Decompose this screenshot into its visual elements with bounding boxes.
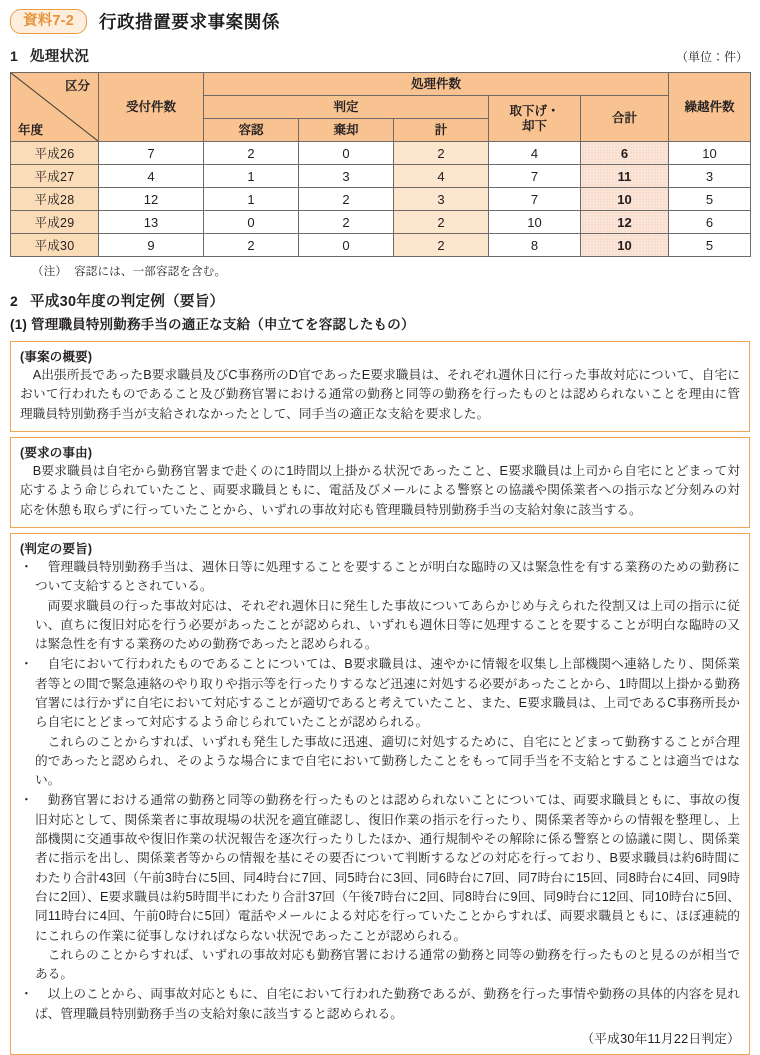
cell-kurikoshi: 3 (669, 165, 751, 188)
table-header-row-1 (11, 73, 751, 96)
cell-uketsuke: 7 (99, 142, 204, 165)
header-kikyaku: 棄却 (299, 119, 394, 142)
row-year: 平成29 (11, 211, 99, 234)
bullet-dot-icon: ・ (20, 987, 33, 1002)
header-torisage-line2: 却下 (521, 118, 547, 133)
list-item (20, 985, 740, 1024)
header-younin: 容認 (204, 119, 299, 142)
bullet-body (35, 791, 740, 984)
section-1-heading (0, 45, 760, 66)
footnote-mark: （注） (32, 266, 68, 279)
cell-younin: 2 (204, 234, 299, 257)
cell-younin: 1 (204, 188, 299, 211)
row-year: 平成28 (11, 188, 99, 211)
bullet-dot-icon: ・ (20, 793, 33, 808)
section-2-number: 2 (10, 293, 18, 310)
bullet-paragraph: 勤務官署における通常の勤務と同等の勤務を行ったものとは認められないことについては、両要求職員ともに、事故の復旧対応として、関係業者に事故現場の状況を適宜確認し、復旧作業の指示を行ったり、関係業者等からの情報を整理し、上部機関に交通事故や復旧作業の状況報告を逐次行ったりしたほか、通行規制やその解除に係る警察との協議に関し、関係業者に指示を出し、関係業者等からの情報を基にその要否について判断するなどの対応を行っており、B要求職員は約6時間にわたり合計43回（午前3時台に5回、同4時台に7回、同5時台に3回、同6時台に7回、同7時台に15回、同8時台に4回、同9時台に2回）、E要求職員は約5時間半にわたり合計37回（午後7時台に2回、同8時台に9回、同9時台に12回、同10時台に5回、同11時台に4回、午前0時台に5回）電話やメールによる対応を行っていたことからすれば、両要求職員ともに、ほぼ連続的にこれらの作業に従事しなければならない状況であったことが認められる。 (35, 793, 740, 943)
header-torisage (489, 96, 581, 142)
section-2-subsection: (1) 管理職員特別勤務手当の適正な支給（申立てを容認したもの） (10, 317, 415, 333)
section-2-title: 平成30年度の判定例（要旨） (30, 294, 225, 311)
corner-row-label: 年度 (18, 123, 44, 138)
processing-status-table (10, 72, 751, 257)
box-judgment-summary (10, 533, 750, 1055)
cell-younin: 1 (204, 165, 299, 188)
cell-torisage: 4 (489, 142, 581, 165)
table-row (11, 165, 751, 188)
cell-kikyaku: 0 (299, 234, 394, 257)
box-case-summary-title: (事案の概要) (20, 350, 93, 365)
row-year: 平成30 (11, 234, 99, 257)
header-shori: 処理件数 (204, 73, 669, 96)
document-badge: 資料7-2 (10, 9, 87, 34)
cell-goukei: 10 (581, 188, 669, 211)
section-2-heading (0, 290, 760, 311)
cell-goukei: 6 (581, 142, 669, 165)
header-kurikoshi: 繰越件数 (669, 73, 751, 142)
table-row (11, 234, 751, 257)
cell-younin: 0 (204, 211, 299, 234)
bullet-body (35, 655, 740, 790)
judgment-date: （平成30年11月22日判定） (581, 1032, 740, 1047)
corner-column-label: 区分 (64, 79, 90, 94)
bullet-dot-icon: ・ (20, 657, 33, 672)
list-item (20, 558, 740, 654)
document-title: 行政措置要求事案関係 (98, 12, 280, 33)
cell-torisage: 7 (489, 165, 581, 188)
footnote-text: 容認には、一部容認を含む。 (74, 266, 227, 279)
cell-uketsuke: 13 (99, 211, 204, 234)
table-row (11, 142, 751, 165)
cell-younin: 2 (204, 142, 299, 165)
cell-uketsuke: 4 (99, 165, 204, 188)
cell-goukei: 11 (581, 165, 669, 188)
list-item (20, 791, 740, 984)
table-row (11, 188, 751, 211)
table-corner-cell (11, 73, 99, 142)
cell-kikyaku: 2 (299, 211, 394, 234)
box-request-reason-body: B要求職員は自宅から勤務官署まで赴くのに1時間以上掛かる状況であったこと、E要求職員は上司から自宅にとどまって対応するよう命じられていたこと、両要求職員ともに、電話及びメールによる警察との協議や関係業者への指示など分刻みの対応を休憩も取らずに行っていたことから、いずれの事故対応も管理職員特別勤務手当の支給対象に該当する。 (20, 464, 740, 517)
box-case-summary-body: A出張所長であったB要求職員及びC事務所のD官であったE要求職員は、それぞれ週休日に行った事故対応について、自宅において行われたものであること及び勤務官署における通常の勤務と同等の勤務を行ったものとは認められないことを理由に管理職員特別勤務手当が支給されなかったとして、同手当の適正な支給を要求した。 (20, 368, 740, 421)
cell-kei: 3 (394, 188, 489, 211)
bullet-body (35, 985, 740, 1024)
cell-torisage: 10 (489, 211, 581, 234)
header-hantei: 判定 (204, 96, 489, 119)
document-header (0, 0, 760, 34)
table-footnote (10, 257, 750, 279)
cell-goukei: 10 (581, 234, 669, 257)
cell-kurikoshi: 5 (669, 234, 751, 257)
bullet-dot-icon: ・ (20, 559, 33, 574)
list-item (20, 655, 740, 790)
judgment-bullet-list (20, 558, 740, 1024)
header-goukei: 合計 (581, 96, 669, 142)
cell-kurikoshi: 6 (669, 211, 751, 234)
section-1-title: 処理状況 (30, 49, 90, 66)
cell-kurikoshi: 10 (669, 142, 751, 165)
bullet-paragraph: 以上のことから、両事故対応ともに、自宅において行われた勤務であるが、勤務を行った事情や勤務の具体的内容を見れば、管理職員特別勤務手当の支給対象に該当すると認められる。 (35, 987, 740, 1021)
cell-torisage: 8 (489, 234, 581, 257)
cell-kikyaku: 0 (299, 142, 394, 165)
bullet-paragraph: 管理職員特別勤務手当は、週休日等に処理することを要することが明白な臨時の又は緊急性を有する業務のための勤務について支給するとされている。 (35, 559, 740, 594)
case-boxes (0, 333, 760, 1055)
cell-kei: 4 (394, 165, 489, 188)
cell-uketsuke: 9 (99, 234, 204, 257)
box-request-reason (10, 437, 750, 528)
bullet-body (35, 558, 740, 654)
table-unit-label: （単位：件） (675, 50, 748, 65)
box-judgment-summary-title: (判定の要旨) (20, 541, 93, 556)
cell-torisage: 7 (489, 188, 581, 211)
cell-kikyaku: 3 (299, 165, 394, 188)
header-torisage-line1: 取下げ・ (509, 104, 560, 119)
bullet-paragraph: これらのことからすれば、いずれも発生した事故に迅速、適切に対処するために、自宅にとどまって勤務することが合理的であったと認められ、そのような場合にまで自宅において勤務したことをもって同手当を不支給とすることは適当ではない。 (35, 734, 740, 788)
cell-kei: 2 (394, 211, 489, 234)
row-year: 平成26 (11, 142, 99, 165)
cell-uketsuke: 12 (99, 188, 204, 211)
section-1-number: 1 (10, 48, 18, 65)
cell-kei: 2 (394, 142, 489, 165)
table-body (11, 142, 751, 257)
bullet-paragraph: 両要求職員の行った事故対応は、それぞれ週休日に発生した事故についてあらかじめ与えられた役割又は上司の指示に従い、直ちに復旧対応を行う必要があったことが認められ、いずれも週休日等に処理することを要することが明白な臨時の又は緊急性を有する業務のための勤務であったと認められる。 (35, 598, 740, 652)
cell-goukei: 12 (581, 211, 669, 234)
bullet-paragraph: これらのことからすれば、いずれの事故対応も勤務官署における通常の勤務と同等の勤務を行ったものと見るのが相当である。 (35, 947, 740, 982)
row-year: 平成27 (11, 165, 99, 188)
header-kei: 計 (394, 119, 489, 142)
cell-kurikoshi: 5 (669, 188, 751, 211)
bullet-paragraph: 自宅において行われたものであることについては、B要求職員は、速やかに情報を収集し上部機関へ連絡したり、関係業者等との間で緊急連絡のやり取りや指示等を行ったりするなど迅速に対処する必要があったことから、1時間以上掛かる勤務官署には行かずに自宅において対応することが適切であると考えていたこと、また、E要求職員は、上司であるC事務所長から自宅にとどまって対応するよう命じられていたことが認められる。 (35, 657, 740, 730)
table-row (11, 211, 751, 234)
statistics-table-wrapper (0, 66, 760, 279)
box-case-summary (10, 341, 750, 432)
cell-kikyaku: 2 (299, 188, 394, 211)
header-uketsuke: 受付件数 (99, 73, 204, 142)
box-request-reason-title: (要求の事由) (20, 446, 93, 461)
cell-kei: 2 (394, 234, 489, 257)
